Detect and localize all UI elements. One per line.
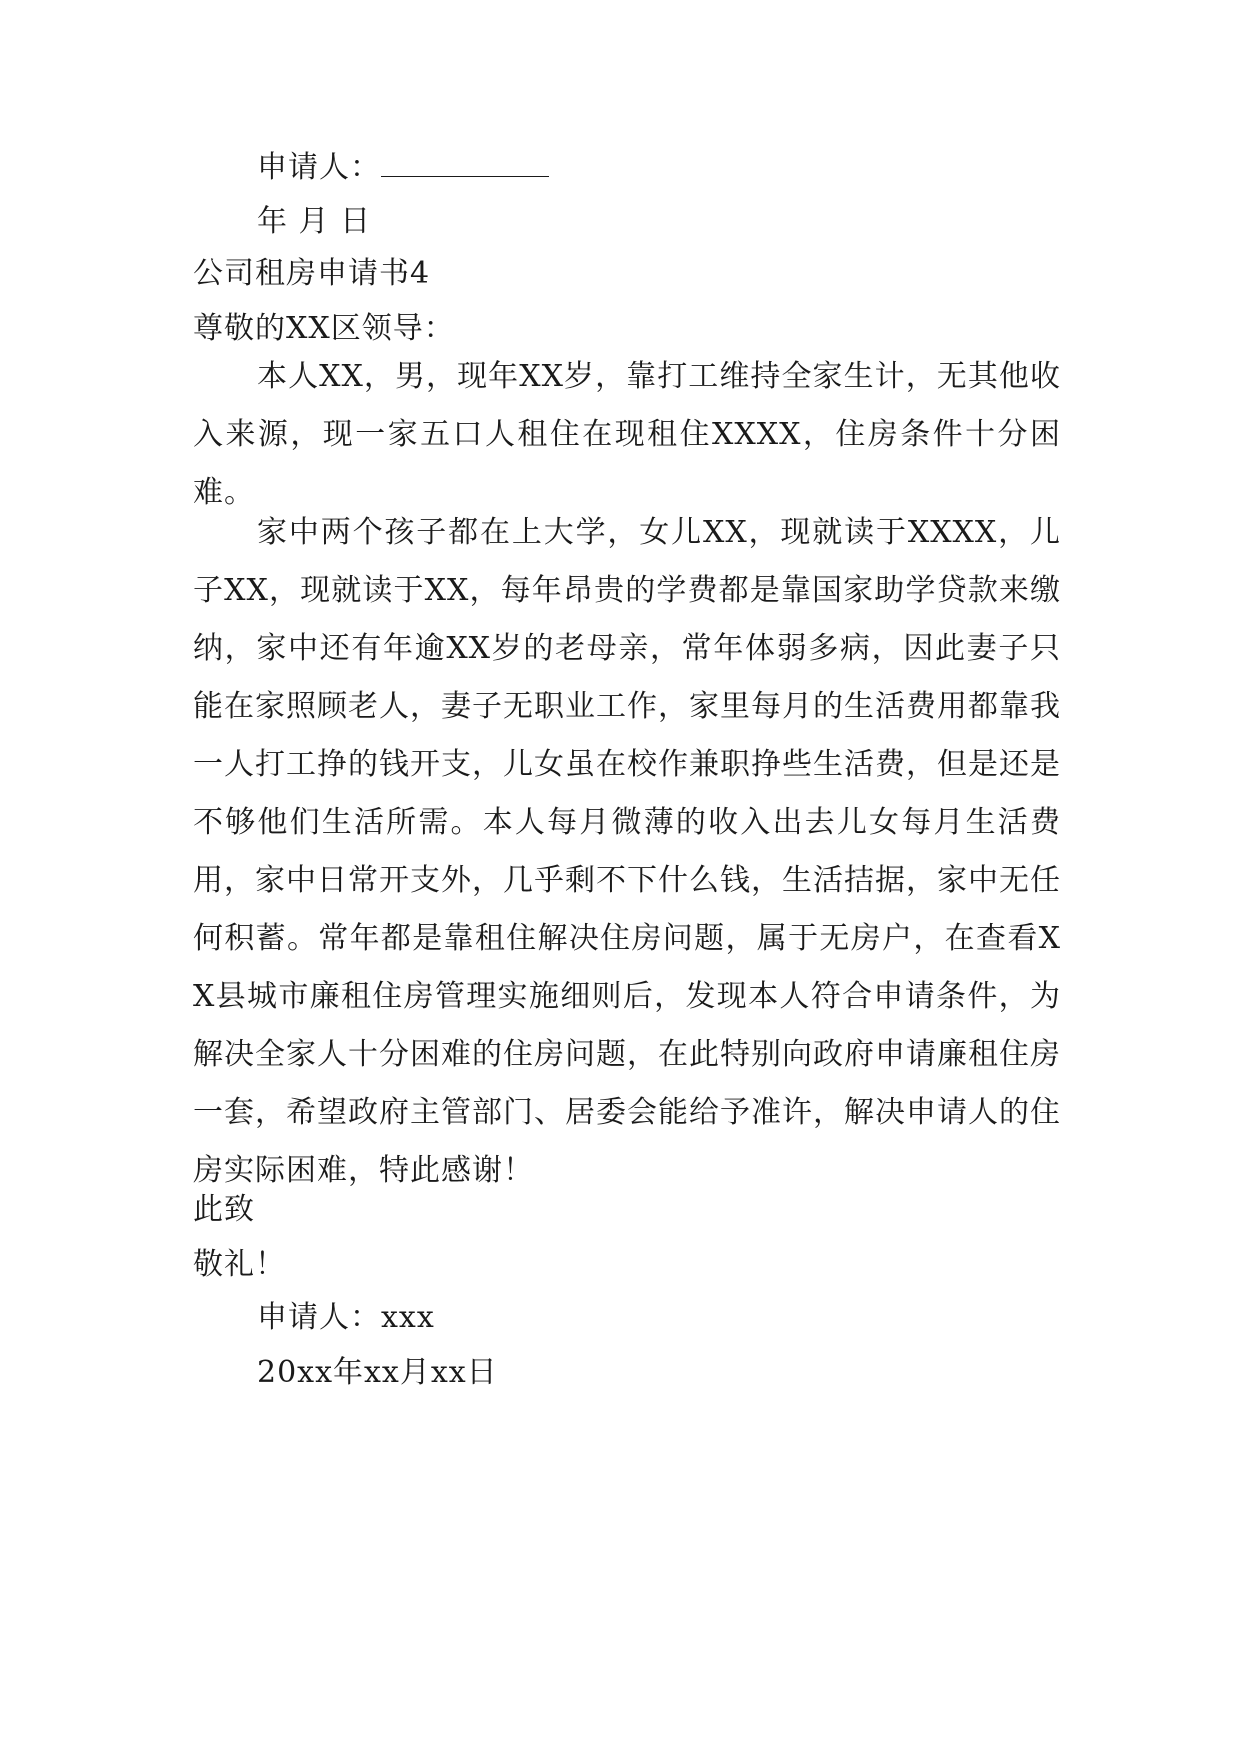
- footer-applicant: 申请人：xxx: [257, 1300, 435, 1335]
- paragraph-1: 本人XX，男，现年XX岁，靠打工维持全家生计，无其他收入来源，现一家五口人租住在现租住XXXX，住房条件十分困难。: [193, 359, 1061, 510]
- closing-jingli: 敬礼！: [193, 1247, 286, 1282]
- applicant-blank: [381, 150, 549, 177]
- document-title: 公司租房申请书4: [193, 256, 431, 291]
- applicant-signature-line: [257, 148, 549, 188]
- applicant-label: 申请人：: [257, 150, 381, 185]
- salutation: 尊敬的XX区领导：: [193, 311, 455, 346]
- date-line: 年 月 日: [257, 204, 372, 239]
- paragraph-2: 家中两个孩子都在上大学，女儿XX，现就读于XXXX，儿子XX，现就读于XX，每年昂贵的学费都是靠国家助学贷款来缴纳，家中还有年逾XX岁的老母亲，常年体弱多病，因此妻子只能在家照顾老人，妻子无职业工作，家里每月的生活费用都靠我一人打工挣的钱开支，儿女虽在校作兼职挣些生活费，但是还是不够他们生活所需。本人每月微薄的收入出去儿女每月生活费用，家中日常开支外，几乎剩不下什么钱，生活拮据，家中无任何积蓄。常年都是靠租住解决住房问题，属于无房户，在查看XX县城市廉租住房管理实施细则后，发现本人符合申请条件，为解决全家人十分困难的住房问题，在此特别向政府申请廉租住房一套，希望政府主管部门、居委会能给予准许，解决申请人的住房实际困难，特此感谢！: [193, 515, 1061, 1188]
- closing-cizhi: 此致: [193, 1192, 255, 1227]
- footer-date: 20xx年xx月xx日: [257, 1355, 498, 1390]
